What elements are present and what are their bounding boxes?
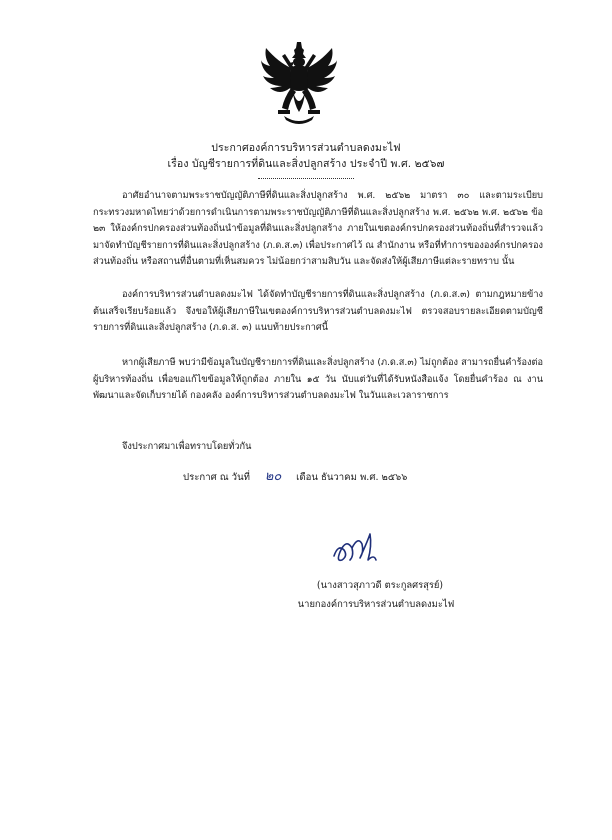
notice-subject: เรื่อง บัญชีรายการที่ดินและสิ่งปลูกสร้าง ประจำปี พ.ศ. ๒๕๖๗ [167, 158, 445, 170]
dotted-divider [258, 178, 354, 179]
paragraph-closing: จึงประกาศมาเพื่อทราบโดยทั่วกัน [122, 441, 252, 452]
signer-name: (นางสาวสุภาวดี ตระกูลศรสุรย์) [316, 580, 444, 591]
paragraph-objection: หากผู้เสียภาษี พบว่ามีข้อมูลในบัญชีรายการที่ดินและสิ่งปลูกสร้าง (ภ.ด.ส.๓) ไม่ถูกต้อง สามารถยื่นคำร้องต่อผู้บริหารท้องถิ่น เพื่อขอแก้ไขข้อมูลให้ถูกต้อง ภายใน ๑๕ วัน นับแต่วันที่ได้รับหนังสือแจ้ง โดยยื่นคำร้อง ณ งานพัฒนาและจัดเก็บรายได้ กองคลัง องค์การบริหารส่วนตำบลดงมะไฟ ในวันและเวลาราชการ [93, 357, 543, 402]
garuda-emblem-icon [260, 40, 338, 128]
signer-position: นายกองค์การบริหารส่วนตำบลดงมะไฟ [297, 599, 455, 610]
paragraph-legal-basis: อาศัยอำนาจตามพระราชบัญญัติภาษีที่ดินและสิ่งปลูกสร้าง พ.ศ. ๒๕๖๒ มาตรา ๓๐ และตามระเบียบกระทรวงมหาดไทยว่าด้วยการดำเนินการตามพระราชบัญญัติภาษีที่ดินและสิ่งปลูกสร้าง พ.ศ. ๒๕๖๒ พ.ศ. ๒๕๖๒ ข้อ ๒๓ ให้องค์กรปกครองส่วนท้องถิ่นนำข้อมูลที่ดินและสิ่งปลูกสร้าง ภายในเขตองค์กรปกครองส่วนท้องถิ่นที่สำรวจแล้ว มาจัดทำบัญชีรายการที่ดินและสิ่งปลูกสร้าง (ภ.ด.ส.๓) เพื่อประกาศไว้ ณ สำนักงาน หรือที่ทำการขององค์กรปกครองส่วนท้องถิ่น หรือสถานที่อื่นตามที่เห็นสมควร ไม่น้อยกว่าสามสิบวัน และจัดส่งให้ผู้เสียภาษีแต่ละรายทราบ นั้น [93, 190, 544, 268]
dateline-month-prefix: เดือน [296, 472, 318, 483]
handwritten-signature-icon [330, 530, 380, 570]
dateline [183, 465, 407, 486]
notice-title: ประกาศองค์การบริหารส่วนตำบลดงมะไฟ [211, 142, 401, 154]
dateline-prefix: ประกาศ ณ วันที่ [183, 472, 250, 483]
paragraph-announcement: องค์การบริหารส่วนตำบลดงมะไฟ ได้จัดทำบัญชีรายการที่ดินและสิ่งปลูกสร้าง (ภ.ด.ส.๓) ตามกฎหมายข้างต้นเสร็จเรียบร้อยแล้ว จึงขอให้ผู้เสียภาษีในเขตองค์การบริหารส่วนตำบลดงมะไฟ ตรวจสอบรายละเอียดตามบัญชีรายการที่ดินและสิ่งปลูกสร้าง (ภ.ด.ส. ๓) แนบท้ายประกาศนี้ [93, 289, 543, 334]
dateline-year: พ.ศ. ๒๕๖๖ [359, 472, 408, 483]
dateline-day: ๒๐ [264, 469, 282, 484]
dateline-month: ธันวาคม [320, 472, 357, 483]
